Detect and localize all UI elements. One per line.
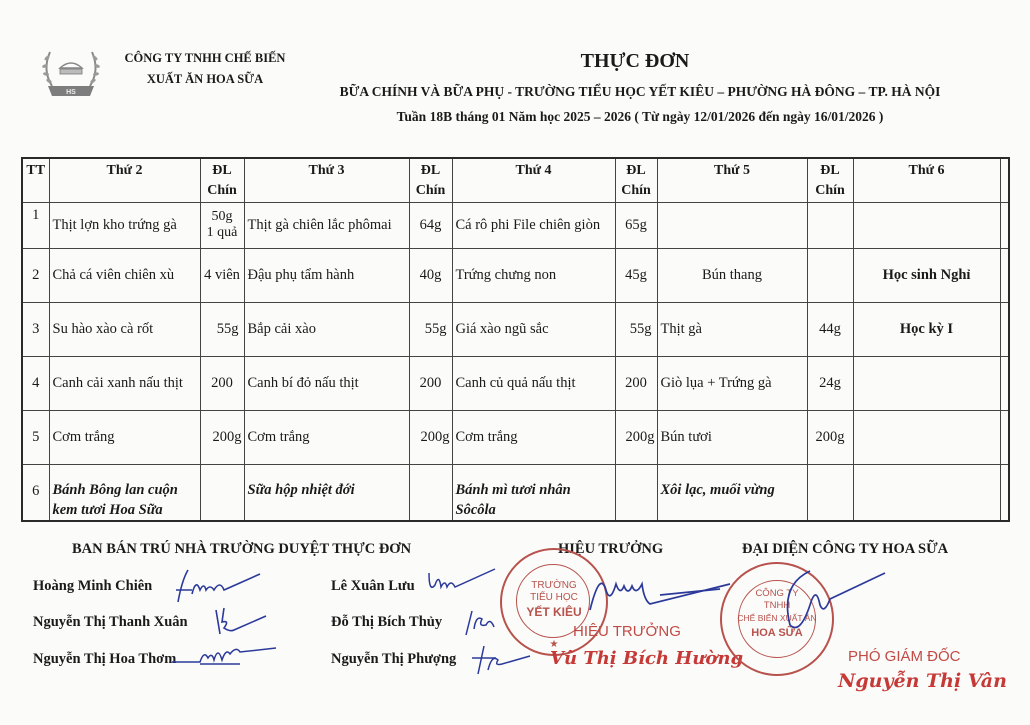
fri-dish	[853, 202, 1000, 248]
table-row-snack	[22, 464, 1009, 521]
wed-portion	[615, 464, 657, 521]
board-heading: BAN BÁN TRÚ NHÀ TRƯỜNG DUYỆT THỰC ĐƠN	[72, 541, 412, 557]
header-thu: Thứ 5	[657, 158, 807, 202]
header-fri: Thứ 6	[853, 158, 1000, 202]
stamp-line-3: YẾT KIÊU	[526, 605, 582, 619]
mon-dish: Cơm trắng	[49, 410, 200, 464]
svg-text:HS: HS	[66, 89, 76, 96]
company-rep-name: Nguyễn Thị Vân	[838, 670, 1007, 692]
company-signature-icon	[660, 565, 890, 645]
mon-portion	[200, 464, 244, 521]
fri-dish: Học kỳ I	[853, 302, 1000, 356]
thu-portion	[807, 248, 853, 302]
menu-table	[21, 157, 1010, 522]
principal-name: Vũ Thị Bích Hường	[550, 648, 744, 669]
header-tue: Thứ 3	[244, 158, 409, 202]
extra-cell	[1000, 410, 1009, 464]
tue-portion: 55g	[409, 302, 452, 356]
tue-dish: Cơm trắng	[244, 410, 409, 464]
extra-cell	[1000, 356, 1009, 410]
wed-dish: Giá xào ngũ sắc	[452, 302, 615, 356]
tue-portion: 200	[409, 356, 452, 410]
row-number: 4	[22, 356, 49, 410]
header-mon: Thứ 2	[49, 158, 200, 202]
board-member-1: Hoàng Minh Chiên	[33, 578, 153, 594]
extra-cell	[1000, 248, 1009, 302]
star-icon: ★	[549, 639, 559, 650]
board-member-4: Lê Xuân Lưu	[331, 578, 415, 594]
wed-dish: Trứng chưng non	[452, 248, 615, 302]
tue-dish: Bắp cải xào	[244, 302, 409, 356]
extra-cell	[1000, 202, 1009, 248]
thu-portion	[807, 464, 853, 521]
mon-snack: Bánh Bông lan cuộn kem tươi Hoa Sữa	[49, 464, 200, 521]
wed-dish: Cá rô phi File chiên giòn	[452, 202, 615, 248]
signature-scribble-icon	[460, 605, 505, 640]
extra-cell	[1000, 464, 1009, 521]
wed-portion: 55g	[615, 302, 657, 356]
stamp-line-4: HOA SỮA	[751, 627, 803, 639]
table-header-row	[22, 158, 1009, 202]
mon-dish: Su hào xào cà rốt	[49, 302, 200, 356]
mon-portion: 200g	[200, 410, 244, 464]
mon-dish: Chả cá viên chiên xù	[49, 248, 200, 302]
thu-dish: Bún thang	[657, 248, 807, 302]
tue-portion: 200g	[409, 410, 452, 464]
header-wed-dl: ĐL Chín	[615, 158, 657, 202]
company-logo	[38, 44, 104, 104]
stamp-line-2: TIỂU HỌC	[530, 592, 578, 603]
tue-dish: Canh bí đỏ nấu thịt	[244, 356, 409, 410]
fri-dish: Học sinh Nghỉ	[853, 248, 1000, 302]
row-number: 5	[22, 410, 49, 464]
thu-portion: 44g	[807, 302, 853, 356]
mon-portion: 50g 1 quả	[200, 202, 244, 248]
header-thu-dl: ĐL Chín	[807, 158, 853, 202]
mon-dish: Canh cải xanh nấu thịt	[49, 356, 200, 410]
tue-dish: Thịt gà chiên lắc phômai	[244, 202, 409, 248]
mon-dish: Thịt lợn kho trứng gà	[49, 202, 200, 248]
page-subtitle: BỮA CHÍNH VÀ BỮA PHỤ - TRƯỜNG TIỂU HỌC YẾT KIÊU – PHƯỜNG HÀ ĐÔNG – TP. HÀ NỘI	[339, 84, 941, 99]
stamp-line-1: TRƯỜNG	[531, 580, 577, 591]
company-name	[110, 48, 300, 90]
stamp-line-2: TNHH	[763, 600, 791, 611]
wed-snack: Bánh mì tươi nhân Sôcôla	[452, 464, 615, 521]
signature-scribble-icon	[210, 602, 280, 640]
thu-portion: 24g	[807, 356, 853, 410]
table-row	[22, 410, 1009, 464]
laurel-logo-icon	[38, 44, 104, 104]
stamp-line-1: CÔNG TY	[755, 588, 799, 599]
thu-dish	[657, 202, 807, 248]
signature-scribble-icon	[425, 565, 505, 600]
thu-dish: Bún tươi	[657, 410, 807, 464]
header-tt: TT	[22, 158, 49, 202]
header-extra	[1000, 158, 1009, 202]
thu-portion: 200g	[807, 410, 853, 464]
thu-dish: Giò lụa + Trứng gà	[657, 356, 807, 410]
company-rep-heading: ĐẠI DIỆN CÔNG TY HOA SỮA	[742, 541, 949, 557]
company-line-2: XUẤT ĂN HOA SỮA	[146, 72, 264, 86]
fri-dish	[853, 356, 1000, 410]
board-member-3: Nguyễn Thị Hoa Thơm	[33, 651, 177, 667]
thu-dish: Thịt gà	[657, 302, 807, 356]
tue-portion: 40g	[409, 248, 452, 302]
header-tue-dl: ĐL Chín	[409, 158, 452, 202]
tue-portion: 64g	[409, 202, 452, 248]
tue-dish: Đậu phụ tẩm hành	[244, 248, 409, 302]
board-member-6: Nguyễn Thị Phượng	[331, 651, 457, 667]
thu-snack: Xôi lạc, muối vừng	[657, 464, 807, 521]
mon-portion: 200	[200, 356, 244, 410]
board-member-5: Đỗ Thị Bích Thủy	[331, 614, 443, 630]
principal-heading: HIỆU TRƯỞNG	[558, 541, 664, 557]
company-line-1: CÔNG TY TNHH CHẾ BIẾN	[124, 51, 286, 65]
fri-dish	[853, 464, 1000, 521]
table-row	[22, 356, 1009, 410]
mon-portion: 4 viên	[200, 248, 244, 302]
week-range: Tuần 18B tháng 01 Năm học 2025 – 2026 ( Từ ngày 12/01/2026 đến ngày 16/01/2026 )	[396, 109, 884, 124]
header-wed: Thứ 4	[452, 158, 615, 202]
table-row	[22, 248, 1009, 302]
table-row	[22, 202, 1009, 248]
company-role: PHÓ GIÁM ĐỐC	[848, 648, 961, 665]
row-number: 3	[22, 302, 49, 356]
wed-portion: 200	[615, 356, 657, 410]
tue-portion	[409, 464, 452, 521]
page-title: THỰC ĐƠN	[580, 50, 690, 72]
board-member-2: Nguyễn Thị Thanh Xuân	[33, 614, 188, 630]
principal-role: HIỆU TRƯỞNG	[573, 623, 681, 640]
wed-portion: 65g	[615, 202, 657, 248]
row-number: 1	[22, 202, 49, 248]
row-number: 6	[22, 464, 49, 521]
fri-dish	[853, 410, 1000, 464]
wed-portion: 45g	[615, 248, 657, 302]
thu-portion	[807, 202, 853, 248]
wed-portion: 200g	[615, 410, 657, 464]
tue-snack: Sữa hộp nhiệt đới	[244, 464, 409, 521]
wed-dish: Canh củ quả nấu thịt	[452, 356, 615, 410]
row-number: 2	[22, 248, 49, 302]
header-mon-dl: ĐL Chín	[200, 158, 244, 202]
mon-portion: 55g	[200, 302, 244, 356]
table-row	[22, 302, 1009, 356]
extra-cell	[1000, 302, 1009, 356]
signature-scribble-icon	[170, 640, 280, 670]
wed-dish: Cơm trắng	[452, 410, 615, 464]
stamp-line-3: CHẾ BIẾN XUẤT ĂN	[737, 613, 817, 623]
